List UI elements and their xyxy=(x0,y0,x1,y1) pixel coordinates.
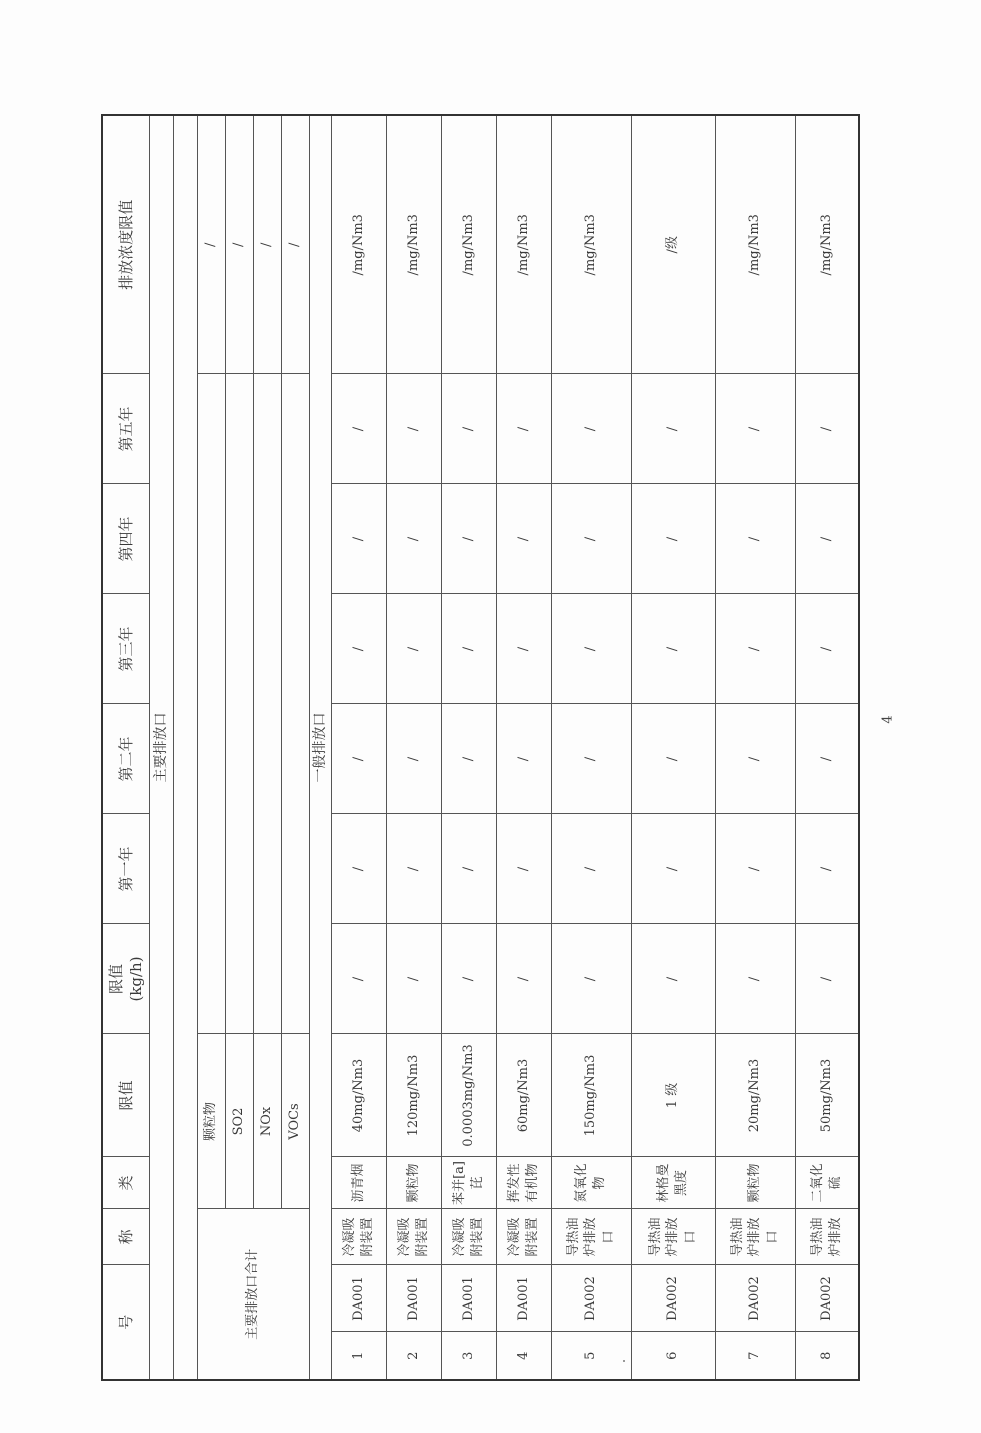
table-row xyxy=(715,115,795,1380)
cell-name: 导热油炉排放口 xyxy=(631,1209,715,1265)
cell-no: 7 xyxy=(715,1332,795,1380)
cell-code: DA001 xyxy=(496,1265,551,1332)
cell-y5: / xyxy=(795,374,859,484)
header-year1: 第一年 xyxy=(102,814,149,924)
cell-y4: / xyxy=(331,484,386,594)
cell-y5: / xyxy=(631,374,715,484)
header-year5: 第五年 xyxy=(102,374,149,484)
main-total-row xyxy=(281,115,309,1380)
cell-y5: / xyxy=(386,374,441,484)
cell-code: DA002 xyxy=(551,1265,631,1332)
cell-y2: / xyxy=(496,704,551,814)
cell-name: 导热油炉排放 xyxy=(795,1209,859,1265)
cell-limit: 150mg/Nm3 xyxy=(551,1034,631,1157)
cell-y1: / xyxy=(386,814,441,924)
cell-code: DA002 xyxy=(795,1265,859,1332)
cell-rate: / xyxy=(631,924,715,1034)
cell-limit: 40mg/Nm3 xyxy=(331,1034,386,1157)
cell-y2: / xyxy=(331,704,386,814)
header-year4: 第四年 xyxy=(102,484,149,594)
cell-y2: / xyxy=(551,704,631,814)
main-item-particulates: 颗粒物 xyxy=(197,1034,225,1209)
cell-rate: / xyxy=(441,924,496,1034)
cell-limit: 60mg/Nm3 xyxy=(496,1034,551,1157)
cell-y3: / xyxy=(631,594,715,704)
table-row xyxy=(496,115,551,1380)
cell-code: DA001 xyxy=(331,1265,386,1332)
cell-name: 导热油炉排放口 xyxy=(715,1209,795,1265)
cell-y1: / xyxy=(631,814,715,924)
cell-conc: /mg/Nm3 xyxy=(551,115,631,374)
cell-name: 导热油炉排放口 xyxy=(551,1209,631,1265)
cell-y3: / xyxy=(441,594,496,704)
cell-y2: / xyxy=(441,704,496,814)
cell-name: 冷凝吸附装置 xyxy=(386,1209,441,1265)
page-number: 4 xyxy=(880,715,896,724)
cell-no: 3 xyxy=(441,1332,496,1380)
main-total-row xyxy=(253,115,281,1380)
cell-y5: / xyxy=(715,374,795,484)
cell-rate: / xyxy=(331,924,386,1034)
cell-y2: / xyxy=(715,704,795,814)
cell-y4: / xyxy=(631,484,715,594)
header-pollutant: 类 xyxy=(102,1157,149,1209)
cell-y4: / xyxy=(551,484,631,594)
table-row xyxy=(631,115,715,1380)
cell-pollutant: 颗粒物 xyxy=(386,1157,441,1209)
cell-no: 8 xyxy=(795,1332,859,1380)
cell-conc: /mg/Nm3 xyxy=(496,115,551,374)
cell-y1: / xyxy=(331,814,386,924)
cell-conc: /mg/Nm3 xyxy=(441,115,496,374)
scan-speck xyxy=(623,1360,625,1362)
cell-no: 5 xyxy=(551,1332,631,1380)
cell-y1: / xyxy=(496,814,551,924)
section-general-title: 一般排放口 xyxy=(309,115,331,1380)
cell-conc: /mg/Nm3 xyxy=(386,115,441,374)
cell-conc: /mg/Nm3 xyxy=(715,115,795,374)
main-total-label: 主要排放口合计 xyxy=(197,1209,309,1380)
cell-pollutant: 挥发性有机物 xyxy=(496,1157,551,1209)
cell-rate: / xyxy=(496,924,551,1034)
cell-y1: / xyxy=(441,814,496,924)
main-item-slash: / xyxy=(197,115,225,374)
header-conc-limit: 排放浓度限值 xyxy=(102,115,149,374)
cell-code: DA002 xyxy=(715,1265,795,1332)
table-row xyxy=(551,115,631,1380)
cell-pollutant: 颗粒物 xyxy=(715,1157,795,1209)
main-item-so2: SO2 xyxy=(225,1034,253,1209)
header-limit: 限值 xyxy=(102,1034,149,1157)
cell-limit: 120mg/Nm3 xyxy=(386,1034,441,1157)
cell-y5: / xyxy=(551,374,631,484)
main-item-slash: / xyxy=(281,115,309,374)
emission-limits-table xyxy=(101,114,860,1381)
blank-cell xyxy=(173,115,197,1380)
main-item-slash: / xyxy=(225,115,253,374)
cell-y5: / xyxy=(441,374,496,484)
main-item-empty xyxy=(197,374,225,1034)
cell-y2: / xyxy=(795,704,859,814)
section-general-row xyxy=(309,115,331,1380)
cell-y3: / xyxy=(795,594,859,704)
cell-y4: / xyxy=(441,484,496,594)
table-row xyxy=(386,115,441,1380)
rotated-table-wrapper xyxy=(101,116,858,1381)
cell-conc: /mg/Nm3 xyxy=(795,115,859,374)
cell-code: DA002 xyxy=(631,1265,715,1332)
cell-conc: /mg/Nm3 xyxy=(331,115,386,374)
cell-conc: /级 xyxy=(631,115,715,374)
table-row xyxy=(795,115,859,1380)
header-year2: 第二年 xyxy=(102,704,149,814)
cell-no: 2 xyxy=(386,1332,441,1380)
cell-y3: / xyxy=(386,594,441,704)
cell-y4: / xyxy=(795,484,859,594)
cell-name: 冷凝吸附装置 xyxy=(331,1209,386,1265)
cell-y3: / xyxy=(715,594,795,704)
main-item-slash: / xyxy=(253,115,281,374)
header-no: 号 xyxy=(102,1265,149,1380)
cell-pollutant: 林格曼黑度 xyxy=(631,1157,715,1209)
cell-limit: 1 级 xyxy=(631,1034,715,1157)
cell-y5: / xyxy=(496,374,551,484)
cell-y1: / xyxy=(551,814,631,924)
table-row xyxy=(331,115,386,1380)
main-item-vocs: VOCs xyxy=(281,1034,309,1209)
cell-no: 4 xyxy=(496,1332,551,1380)
cell-y2: / xyxy=(386,704,441,814)
cell-name: 冷凝吸附装置 xyxy=(441,1209,496,1265)
cell-y3: / xyxy=(331,594,386,704)
cell-y4: / xyxy=(715,484,795,594)
cell-y3: / xyxy=(551,594,631,704)
header-rate-limit: 限值 (kg/h) xyxy=(102,924,149,1034)
cell-code: DA001 xyxy=(386,1265,441,1332)
cell-pollutant: 苯并[a]芘 xyxy=(441,1157,496,1209)
section-main-row xyxy=(149,115,173,1380)
main-item-empty xyxy=(281,374,309,1034)
header-year3: 第三年 xyxy=(102,594,149,704)
cell-name: 冷凝吸附装置 xyxy=(496,1209,551,1265)
cell-rate: / xyxy=(551,924,631,1034)
cell-pollutant: 二氧化硫 xyxy=(795,1157,859,1209)
main-total-row xyxy=(197,115,225,1380)
section-main-title: 主要排放口 xyxy=(149,115,173,1380)
cell-y4: / xyxy=(386,484,441,594)
header-name: 称 xyxy=(102,1209,149,1265)
cell-y1: / xyxy=(715,814,795,924)
table-row xyxy=(441,115,496,1380)
cell-rate: / xyxy=(795,924,859,1034)
cell-rate: / xyxy=(715,924,795,1034)
cell-y3: / xyxy=(496,594,551,704)
cell-y2: / xyxy=(631,704,715,814)
header-row xyxy=(102,115,149,1380)
main-item-empty xyxy=(253,374,281,1034)
cell-pollutant: 沥青烟 xyxy=(331,1157,386,1209)
blank-row xyxy=(173,115,197,1380)
main-item-nox: NOx xyxy=(253,1034,281,1209)
main-total-row xyxy=(225,115,253,1380)
cell-y5: / xyxy=(331,374,386,484)
cell-limit: 20mg/Nm3 xyxy=(715,1034,795,1157)
cell-y1: / xyxy=(795,814,859,924)
cell-limit: 0.0003mg/Nm3 xyxy=(441,1034,496,1157)
cell-rate: / xyxy=(386,924,441,1034)
cell-no: 6 xyxy=(631,1332,715,1380)
main-item-empty xyxy=(225,374,253,1034)
cell-y4: / xyxy=(496,484,551,594)
cell-no: 1 xyxy=(331,1332,386,1380)
cell-code: DA001 xyxy=(441,1265,496,1332)
cell-pollutant: 氮氧化物 xyxy=(551,1157,631,1209)
cell-limit: 50mg/Nm3 xyxy=(795,1034,859,1157)
